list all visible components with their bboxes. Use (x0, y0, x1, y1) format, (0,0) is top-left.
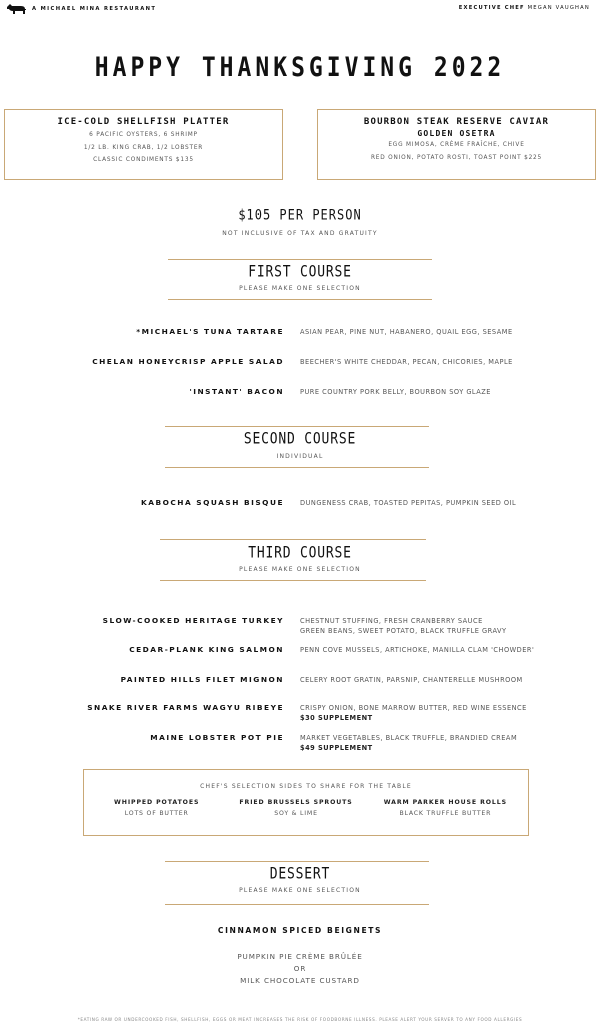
box-line: CLASSIC CONDIMENTS $135 (93, 157, 194, 163)
box-subtitle: GOLDEN OSETRA (417, 129, 496, 138)
second-course-note: INDIVIDUAL (276, 453, 324, 460)
chef-credit (459, 5, 590, 11)
divider (168, 299, 432, 300)
dessert-option: PUMPKIN PIE CRÈME BRÛLÉE (237, 952, 363, 961)
dish-name: PAINTED HILLS FILET MIGNON (120, 675, 284, 684)
first-course-note: PLEASE MAKE ONE SELECTION (239, 285, 361, 292)
box-line: RED ONION, POTATO ROSTI, TOAST POINT $225 (370, 154, 543, 161)
dessert-title: DESSERT (269, 865, 331, 884)
box-title: BOURBON STEAK RESERVE CAVIAR (363, 117, 550, 127)
dessert-option-or: OR (293, 964, 307, 973)
chef-name: MEGAN VAUGHAN (527, 5, 590, 11)
third-course-note: PLEASE MAKE ONE SELECTION (239, 566, 361, 573)
box-line: EGG MIMOSA, CRÈME FRAÎCHE, CHIVE (388, 142, 525, 148)
side-name: WARM PARKER HOUSE ROLLS (383, 799, 507, 806)
chef-label: EXECUTIVE CHEF (458, 5, 525, 11)
dish-name: CHELAN HONEYCRISP APPLE SALAD (92, 357, 284, 366)
allergy-disclaimer: *EATING RAW OR UNDERCOOKED FISH, SHELLFISH, EGGS OR MEAT INCREASES THE RISK OF FOODBORNE ILLNESS. PLEASE ALERT YOUR SERVER TO ANY FOOD ALLERGIES (77, 1017, 523, 1022)
dish-desc: BEECHER'S WHITE CHEDDAR, PECAN, CHICORIES, MAPLE (300, 358, 513, 366)
dish-name: CEDAR-PLANK KING SALMON (129, 645, 284, 654)
dish-name: 'INSTANT' BACON (189, 387, 284, 396)
side-item (371, 799, 520, 817)
dish-name: SNAKE RIVER FARMS WAGYU RIBEYE (87, 703, 284, 712)
dish-desc: MARKET VEGETABLES, BLACK TRUFFLE, BRANDIED CREAM (300, 734, 518, 742)
dish-desc: DUNGENESS CRAB, TOASTED PEPITAS, PUMPKIN SEED OIL (300, 499, 517, 507)
dish-name: KABOCHA SQUASH BISQUE (141, 498, 284, 507)
side-desc: BLACK TRUFFLE BUTTER (399, 810, 492, 817)
first-course-title: FIRST COURSE (248, 263, 352, 282)
third-course-title: THIRD COURSE (248, 544, 352, 563)
dessert-item: CINNAMON SPICED BEIGNETS (217, 926, 383, 935)
sides-heading: CHEF'S SELECTION SIDES TO SHARE FOR THE TABLE (200, 783, 412, 790)
divider (160, 580, 426, 581)
divider (160, 539, 426, 540)
side-desc: SOY & LIME (274, 810, 318, 817)
box-line: 6 PACIFIC OYSTERS, 6 SHRIMP (89, 132, 198, 138)
dish-name: *MICHAEL'S TUNA TARTARE (136, 327, 284, 336)
dish-desc: CELERY ROOT GRATIN, PARSNIP, CHANTERELLE MUSHROOM (300, 676, 523, 684)
restaurant-header (6, 3, 156, 15)
dish-desc: ASIAN PEAR, PINE NUT, HABANERO, QUAIL EGG, SESAME (300, 328, 513, 336)
sides-box (83, 769, 529, 836)
page-title: HAPPY THANKSGIVING 2022 (94, 53, 506, 83)
dish-name: MAINE LOBSTER POT PIE (150, 733, 284, 742)
divider (165, 467, 429, 468)
supplement-price (300, 713, 373, 723)
second-course-title: SECOND COURSE (243, 430, 357, 449)
dessert-option: MILK CHOCOLATE CUSTARD (240, 976, 360, 985)
dish-desc: PENN COVE MUSSELS, ARTICHOKE, MANILLA CLAM 'CHOWDER' (300, 646, 535, 654)
price-per-person: $105 PER PERSON (238, 206, 362, 224)
divider (165, 904, 429, 905)
divider (168, 259, 432, 260)
dish-desc: PURE COUNTRY PORK BELLY, BOURBON SOY GLAZE (300, 388, 491, 396)
dish-desc: GREEN BEANS, SWEET POTATO, BLACK TRUFFLE GRAVY (300, 627, 507, 635)
supplement-price: $49 SUPPLEMENT (300, 744, 373, 752)
side-item (92, 799, 221, 817)
divider (165, 861, 429, 862)
dessert-note: PLEASE MAKE ONE SELECTION (239, 887, 361, 894)
side-desc: LOTS OF BUTTER (124, 810, 189, 817)
price-note: NOT INCLUSIVE OF TAX AND GRATUITY (222, 230, 378, 237)
divider (165, 426, 429, 427)
side-item (221, 799, 370, 817)
side-name: WHIPPED POTATOES (114, 799, 200, 806)
box-title: ICE-COLD SHELLFISH PLATTER (57, 117, 230, 127)
shellfish-platter-box (4, 109, 283, 180)
supplement-price: $30 SUPPLEMENT (300, 714, 373, 722)
dish-desc: CHESTNUT STUFFING, FRESH CRANBERRY SAUCE (300, 617, 483, 625)
box-line: 1/2 LB. KING CRAB, 1/2 LOBSTER (83, 144, 204, 151)
cow-icon (6, 3, 28, 15)
side-name: FRIED BRUSSELS SPROUTS (239, 799, 353, 806)
caviar-box (317, 109, 596, 180)
dish-desc: CRISPY ONION, BONE MARROW BUTTER, RED WINE ESSENCE (300, 704, 527, 712)
dish-name: SLOW-COOKED HERITAGE TURKEY (102, 616, 284, 625)
supplement-price (300, 743, 373, 753)
restaurant-name: A MICHAEL MINA RESTAURANT (32, 6, 157, 12)
